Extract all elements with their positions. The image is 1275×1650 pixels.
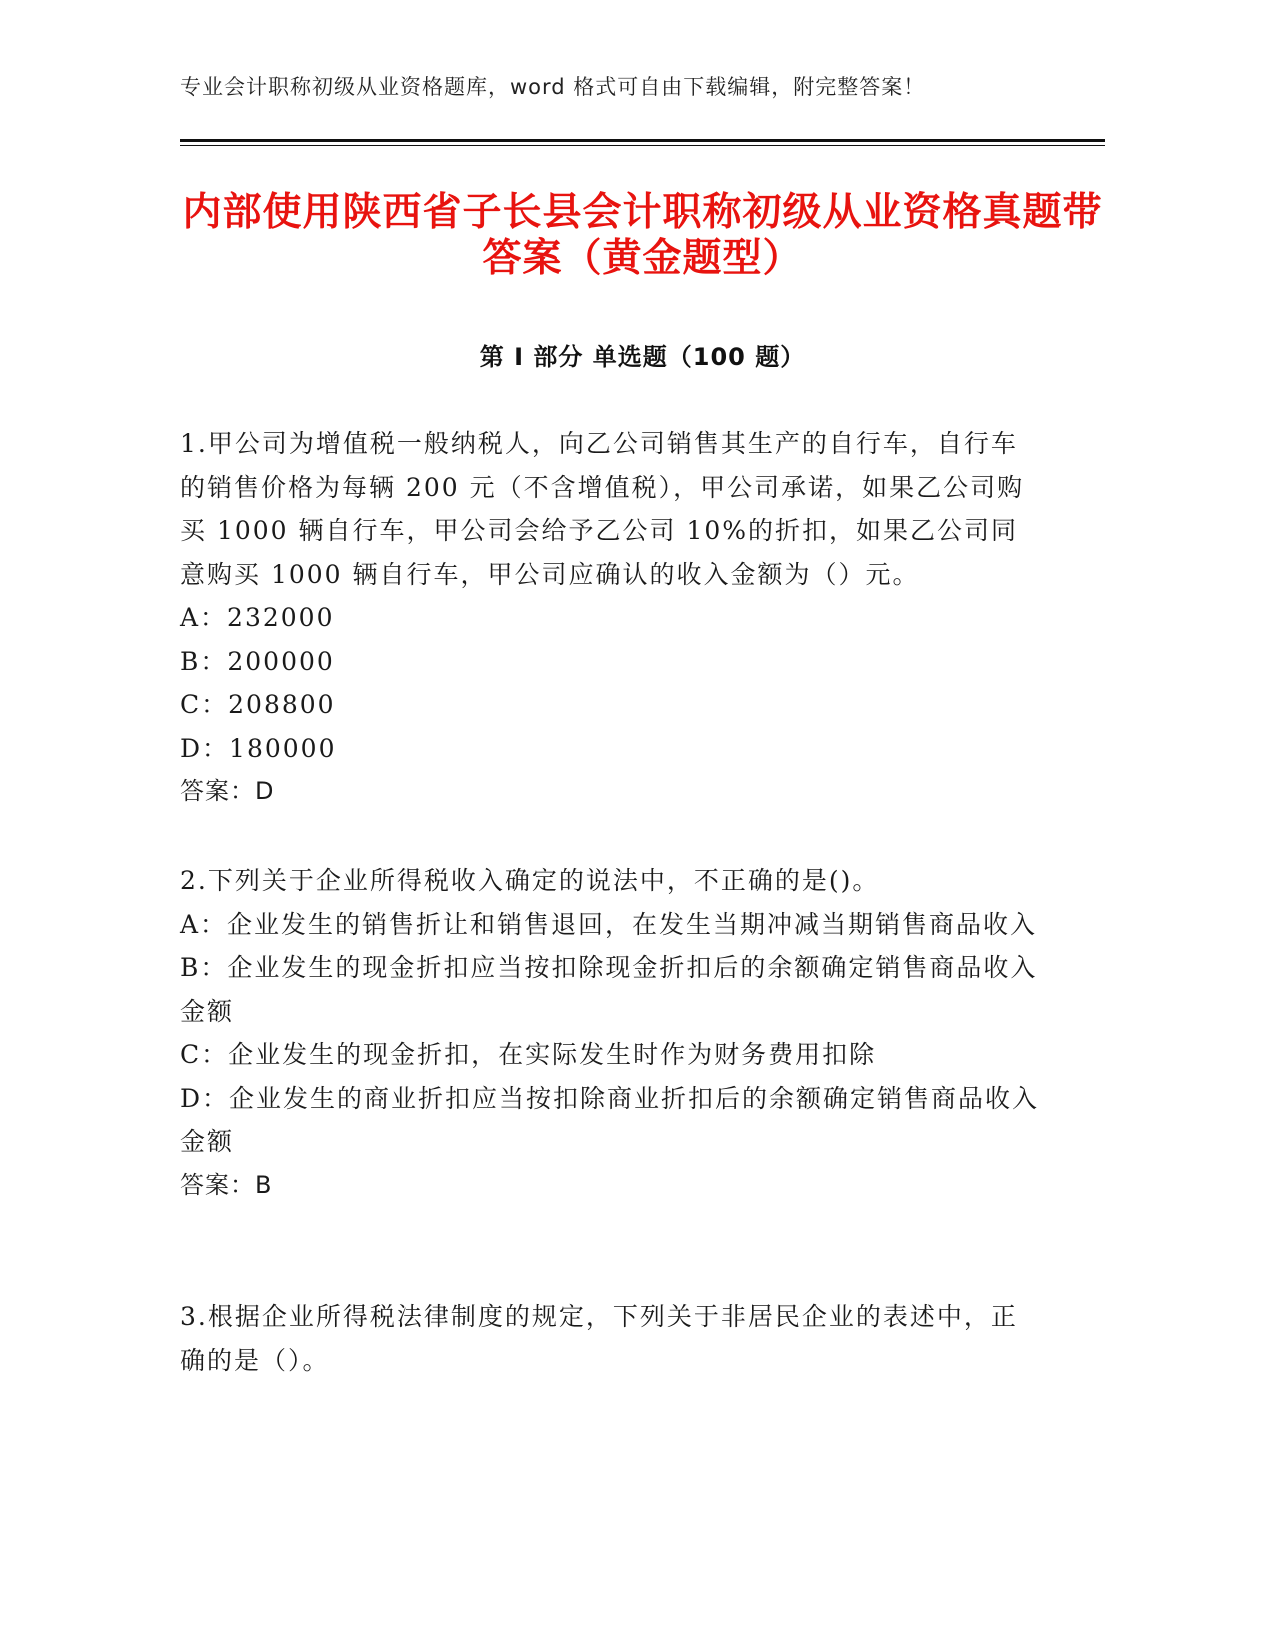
option-d: D：180000 <box>180 733 337 763</box>
section-title: 第 I 部分 单选题（100 题） <box>479 343 806 371</box>
header-rule-thick <box>180 139 1105 142</box>
answer: 答案：D <box>180 777 275 805</box>
option-b: B：企业发生的现金折扣应当按扣除现金折扣后的余额确定销售商品收入金额 <box>180 953 1038 1026</box>
question-text: 1.甲公司为增值税一般纳税人，向乙公司销售其生产的自行车，自行车的销售价格为每辆 200 元（不含增值税），甲公司承诺，如果乙公司购买 1000 辆自行车，甲公司会给予乙公司 10%的折扣，如果乙公司同意购买 1000 辆自行车，甲公司应确认的收入金额为（）元。 <box>180 429 1025 589</box>
header-rule-thin <box>180 145 1105 146</box>
option-a: A：企业发生的销售折让和销售退回，在发生当期冲减当期销售商品收入 <box>180 909 1038 939</box>
question-text: 2.下列关于企业所得税收入确定的说法中，不正确的是()。 <box>180 866 880 895</box>
answer: 答案：B <box>180 1170 273 1199</box>
option-c: C：企业发生的现金折扣，在实际发生时作为财务费用扣除 <box>180 1040 877 1069</box>
question-2 <box>180 859 1040 1207</box>
question-text: 3.根据企业所得税法律制度的规定，下列关于非居民企业的表述中，正确的是（）。 <box>180 1302 1018 1375</box>
question-1 <box>180 422 1040 814</box>
question-3 <box>180 1295 1040 1382</box>
document-title: 内部使用陕西省子长县会计职称初级从业资格真题带答案（黄金题型） <box>182 190 1103 281</box>
option-b: B：200000 <box>180 646 335 676</box>
option-c: C：208800 <box>180 690 336 719</box>
option-a: A：232000 <box>180 603 335 632</box>
header-note: 专业会计职称初级从业资格题库，word 格式可自由下载编辑，附完整答案！ <box>180 75 926 99</box>
option-d: D：企业发生的商业折扣应当按扣除商业折扣后的余额确定销售商品收入金额 <box>180 1083 1040 1156</box>
